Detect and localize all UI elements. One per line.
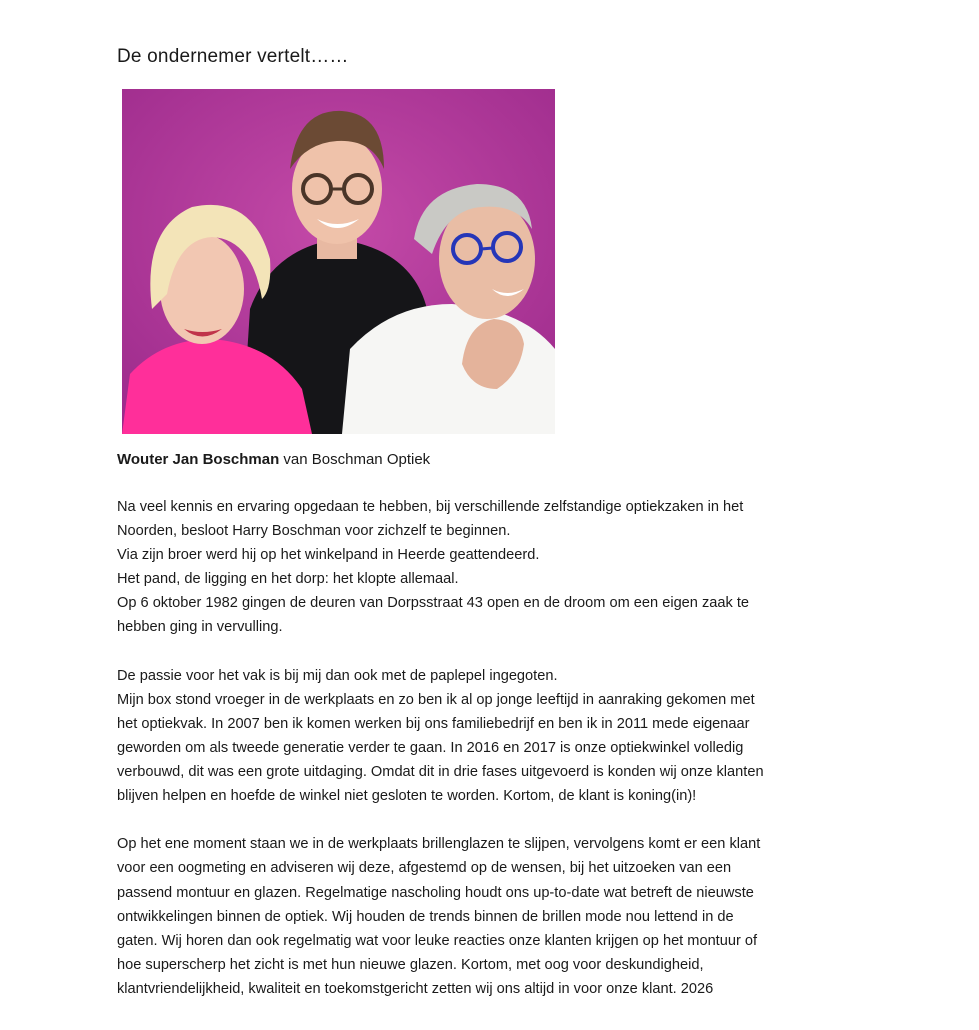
text-line: Mijn box stond vroeger in de werkplaats en zo ben ik al op jonge leeftijd in aanraking gekomen met	[117, 691, 755, 708]
text-line: geworden om als tweede generatie verder te gaan. In 2016 en 2017 is onze optiekwinkel volledig	[117, 739, 744, 756]
portrait-photo	[122, 89, 555, 434]
text-line: Op het ene moment staan we in de werkplaats brillenglazen te slijpen, vervolgens komt er een klant	[117, 836, 761, 853]
text-line: gaten. Wij horen dan ook regelmatig wat voor leuke reacties onze klanten krijgen op het montuur of	[117, 932, 758, 949]
paragraph-gap	[117, 808, 877, 832]
text-line: Noorden, besloot Harry Boschman voor zichzelf te beginnen.	[117, 523, 511, 540]
text-line: Na veel kennis en ervaring opgedaan te hebben, bij verschillende zelfstandige optiekzaken in het	[117, 499, 744, 515]
article-body	[117, 495, 877, 1001]
text-line: Via zijn broer werd hij op het winkelpand in Heerde geattendeerd.	[117, 547, 540, 564]
text-line: verbouwd, dit was een grote uitdaging. Omdat dit in drie fases uitgevoerd is konden wij onze klanten	[117, 764, 764, 781]
portrait-illustration	[122, 89, 555, 434]
text-line: De passie voor het vak is bij mij dan ook met de paplepel ingegoten.	[117, 667, 558, 684]
caption-company: van Boschman Optiek	[279, 451, 431, 468]
text-line: blijven helpen en hoefde de winkel niet gesloten te worden. Kortom, de klant is koning(in)!	[117, 788, 697, 805]
caption-name: Wouter Jan Boschman	[117, 451, 280, 468]
paragraph-gap	[117, 640, 877, 664]
text-line: passend montuur en glazen. Regelmatige nascholing houdt ons up-to-date wat betreft de nieuwste	[117, 884, 754, 901]
text-line: ontwikkelingen binnen de optiek. Wij houden de trends binnen de brillen mode nou lettend in de	[117, 908, 734, 925]
text-line: Het pand, de ligging en het dorp: het klopte allemaal.	[117, 571, 459, 588]
text-line: hebben ging in vervulling.	[117, 619, 283, 636]
text-line: voor een oogmeting en adviseren wij deze, afgestemd op de wensen, bij het uitzoeken van een	[117, 860, 732, 877]
text-line: hoe superscherp het zicht is met hun nieuwe glazen. Kortom, met oog voor deskundigheid,	[117, 956, 704, 973]
photo-caption	[117, 451, 430, 468]
text-line: het optiekvak. In 2007 ben ik komen werken bij ons familiebedrijf en ben ik in 2011 mede eigenaar	[117, 715, 750, 732]
text-line: klantvriendelijkheid, kwaliteit en toekomstgericht zetten wij ons altijd in voor onze klant. 2026	[117, 980, 714, 997]
text-line: Op 6 oktober 1982 gingen de deuren van Dorpsstraat 43 open en de droom om een eigen zaak te	[117, 595, 750, 612]
page-title: De ondernemer vertelt……	[117, 46, 349, 67]
